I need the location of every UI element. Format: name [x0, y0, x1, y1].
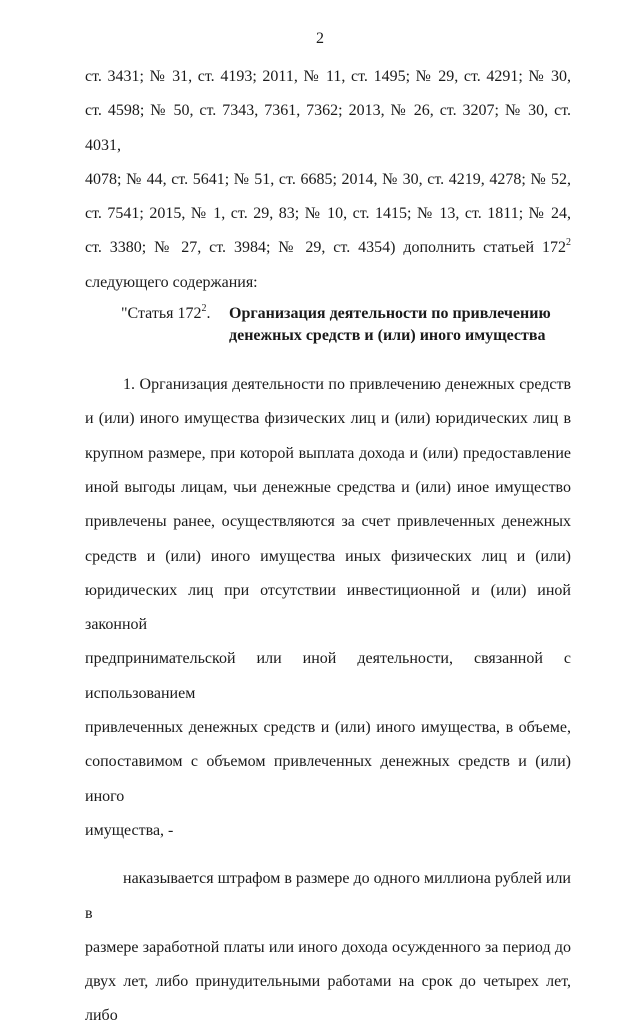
article-heading [85, 303, 571, 347]
article-label-text: "Статья 172 [121, 305, 202, 323]
article-title-line: денежных средств и (или) иного имущества [229, 327, 546, 345]
article-label-end: . [206, 305, 211, 323]
intro-paragraph [85, 60, 571, 300]
document-body [85, 60, 571, 1034]
text-line: ст. 3431; № 31, ст. 4193; 2011, № 11, ст. 1495; № 29, ст. 4291; № 30, [85, 68, 571, 85]
text-line: средств и (или) иного имущества иных физических лиц и (или) [85, 547, 571, 565]
text-line: наказывается штрафом в размере до одного миллиона рублей или в [85, 870, 571, 922]
text-line: ст. 7541; 2015, № 1, ст. 29, 83; № 10, ст. 1415; № 13, ст. 1811; № 24, [85, 205, 571, 223]
text-line: предпринимательской или иной деятельности, связанной с использованием [85, 650, 571, 702]
text-line: имущества, - [85, 821, 174, 839]
text-line: 1. Организация деятельности по привлечению денежных средств [123, 376, 571, 394]
text-line: сопоставимом с объемом привлеченных денежных средств и (или) иного [85, 753, 571, 805]
text-line: и (или) иного имущества физических лиц и (или) юридических лиц в [85, 410, 571, 428]
text-line: следующего содержания: [85, 273, 258, 291]
text-line: двух лет, либо принудительными работами на срок до четырех лет, либо [85, 973, 571, 1025]
text-line-main: ст. 3380; № 27, ст. 3984; № 29, ст. 4354) дополнить статьей 172 [85, 239, 566, 257]
paragraph-1 [85, 368, 571, 848]
paragraph-2 [85, 862, 571, 1033]
article-label-superscript: 2 [201, 303, 207, 315]
text-line: юридических лиц при отсутствии инвестиционной и (или) иной законной [85, 581, 571, 634]
article-label [85, 303, 229, 347]
text-line: крупном размере, при которой выплата дохода и (или) предоставление [85, 444, 571, 462]
text-line: 4078; № 44, ст. 5641; № 51, ст. 6685; 2014, № 30, ст. 4219, 4278; № 52, [85, 170, 571, 188]
text-line: привлеченных денежных средств и (или) иного имущества, в объеме, [85, 719, 571, 737]
text-line: размере заработной платы или иного дохода осужденного за период до [85, 938, 571, 956]
text-line: иной выгоды лицам, чьи денежные средства и (или) иное имущество [85, 478, 571, 496]
text-line: ст. 4598; № 50, ст. 7343, 7361, 7362; 2013, № 26, ст. 3207; № 30, ст. 4031, [85, 102, 571, 154]
article-title [229, 303, 551, 347]
text-line [85, 231, 571, 265]
article-title-line: Организация деятельности по привлечению [229, 305, 551, 323]
text-line: привлечены ранее, осуществляются за счет привлеченных денежных [85, 513, 571, 531]
superscript: 2 [566, 237, 571, 249]
page-number: 2 [316, 30, 324, 47]
